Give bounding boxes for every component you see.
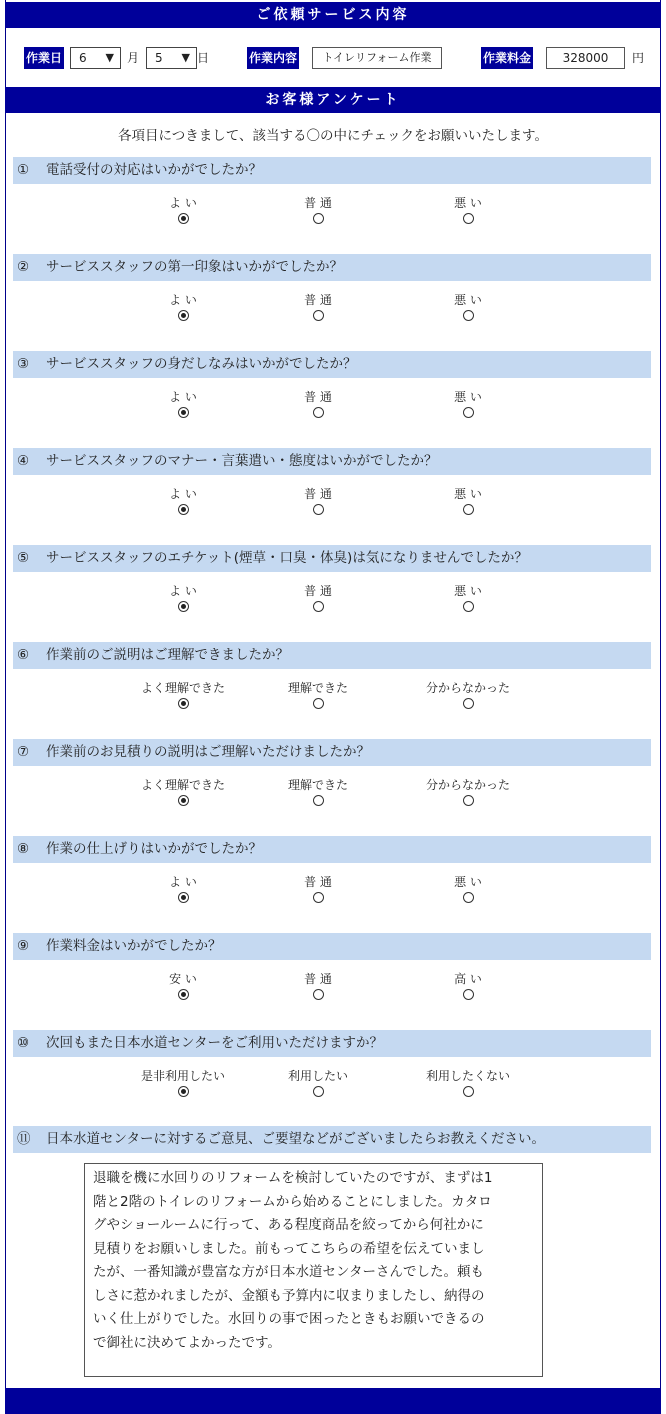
option-label: 悪 い [454, 487, 482, 501]
option-label: 普 通 [304, 293, 332, 307]
radio-unchecked-icon[interactable] [313, 795, 324, 806]
answer-option[interactable] [113, 874, 253, 906]
option-label: 悪 い [454, 390, 482, 404]
day-select[interactable] [146, 47, 197, 69]
option-label: よく理解できた [140, 681, 225, 695]
work-content-field[interactable]: トイレリフォーム作業 [312, 47, 442, 69]
answer-option[interactable] [113, 1068, 253, 1100]
answer-option[interactable] [248, 486, 388, 518]
option-label: 普 通 [304, 196, 332, 210]
option-label: 分からなかった [425, 681, 510, 695]
chevron-down-icon: ▼ [105, 51, 114, 64]
answer-option[interactable] [398, 1068, 538, 1100]
radio-unchecked-icon[interactable] [463, 601, 474, 612]
question-number: ④ [17, 453, 30, 469]
option-label: 悪 い [454, 875, 482, 889]
question-number: ⑤ [17, 550, 30, 566]
question-3 [13, 351, 651, 378]
option-label: よく理解できた [140, 778, 225, 792]
radio-unchecked-icon[interactable] [313, 213, 324, 224]
radio-checked-icon[interactable] [178, 407, 189, 418]
answer-option[interactable] [113, 195, 253, 227]
answer-option[interactable] [113, 486, 253, 518]
option-label: 高 い [454, 972, 482, 986]
radio-checked-icon[interactable] [178, 213, 189, 224]
option-label: 普 通 [304, 584, 332, 598]
question-4 [13, 448, 651, 475]
answer-option[interactable] [398, 292, 538, 324]
question-number: ② [17, 259, 30, 275]
question-number: ⑧ [17, 841, 30, 857]
question-text: サービススタッフの第一印象はいかがでしたか？ [46, 259, 343, 275]
answer-option[interactable] [398, 486, 538, 518]
answer-option[interactable] [248, 292, 388, 324]
month-unit: 月 [127, 51, 140, 65]
question-9 [13, 933, 651, 960]
question-5 [13, 545, 651, 572]
radio-checked-icon[interactable] [178, 504, 189, 515]
option-label: 普 通 [304, 390, 332, 404]
question-number: ⑨ [17, 938, 30, 954]
question-text: サービススタッフのエチケット(煙草・口臭・体臭)は気になりませんでしたか？ [46, 550, 528, 566]
radio-unchecked-icon[interactable] [463, 1086, 474, 1097]
option-label: 普 通 [304, 972, 332, 986]
answer-option[interactable] [398, 971, 538, 1003]
footer-bar [5, 1388, 661, 1414]
radio-checked-icon[interactable] [178, 698, 189, 709]
radio-unchecked-icon[interactable] [463, 892, 474, 903]
answer-option[interactable] [113, 292, 253, 324]
radio-unchecked-icon[interactable] [463, 504, 474, 515]
answer-option[interactable] [248, 1068, 388, 1100]
answer-option[interactable] [248, 389, 388, 421]
service-header: ご依頼サービス内容 [5, 2, 661, 28]
fee-unit: 円 [632, 51, 645, 65]
answer-option[interactable] [248, 971, 388, 1003]
question-text: サービススタッフのマナー・言葉遣い・態度はいかがでしたか？ [46, 453, 438, 469]
question-text: 次回もまた日本水道センターをご利用いただけますか？ [46, 1035, 383, 1051]
question-6 [13, 642, 651, 669]
option-label: 悪 い [454, 196, 482, 210]
option-label: 理解できた [287, 681, 348, 695]
question-text: 電話受付の対応はいかがでしたか？ [46, 162, 262, 178]
answer-option[interactable] [398, 874, 538, 906]
question-7 [13, 739, 651, 766]
answer-option[interactable] [248, 195, 388, 227]
radio-unchecked-icon[interactable] [313, 989, 324, 1000]
radio-checked-icon[interactable] [178, 989, 189, 1000]
option-label: 安 い [169, 972, 197, 986]
radio-unchecked-icon[interactable] [463, 407, 474, 418]
radio-unchecked-icon[interactable] [463, 213, 474, 224]
question-text: 作業前のご説明はご理解できましたか？ [46, 647, 289, 663]
answer-option[interactable] [398, 195, 538, 227]
option-label: よ い [169, 584, 197, 598]
radio-unchecked-icon[interactable] [313, 601, 324, 612]
answer-option[interactable] [248, 777, 388, 809]
radio-checked-icon[interactable] [178, 601, 189, 612]
option-label: よ い [169, 390, 197, 404]
answer-option[interactable] [398, 680, 538, 712]
radio-checked-icon[interactable] [178, 795, 189, 806]
work-content-label: 作業内容 [247, 47, 299, 69]
month-select[interactable] [70, 47, 121, 69]
radio-checked-icon[interactable] [178, 310, 189, 321]
question-10 [13, 1030, 651, 1057]
answer-option[interactable] [398, 389, 538, 421]
chevron-down-icon: ▼ [181, 51, 190, 64]
option-label: 利用したくない [425, 1069, 510, 1083]
question-text: 日本水道センターに対するご意見、ご要望などがございましたらお教えください。 [46, 1131, 545, 1147]
radio-unchecked-icon[interactable] [313, 1086, 324, 1097]
question-number: ⑦ [17, 744, 30, 760]
option-label: 理解できた [287, 778, 348, 792]
answer-option[interactable] [113, 389, 253, 421]
question-text: 作業料金はいかがでしたか？ [46, 938, 222, 954]
option-label: 悪 い [454, 293, 482, 307]
radio-unchecked-icon[interactable] [463, 310, 474, 321]
question-1 [13, 157, 651, 184]
comment-question [13, 1126, 651, 1153]
month-value: 6 [79, 51, 87, 65]
radio-unchecked-icon[interactable] [463, 795, 474, 806]
option-label: 分からなかった [425, 778, 510, 792]
question-2 [13, 254, 651, 281]
option-label: よ い [169, 196, 197, 210]
option-label: 普 通 [304, 875, 332, 889]
question-number: ⑪ [17, 1131, 31, 1147]
day-value: 5 [155, 51, 163, 65]
work-date-label: 作業日 [24, 47, 64, 69]
radio-unchecked-icon[interactable] [313, 407, 324, 418]
option-label: よ い [169, 293, 197, 307]
option-label: 是非利用したい [140, 1069, 225, 1083]
question-number: ⑩ [17, 1035, 30, 1051]
answer-option[interactable] [248, 680, 388, 712]
question-8 [13, 836, 651, 863]
radio-unchecked-icon[interactable] [463, 698, 474, 709]
answer-option[interactable] [113, 777, 253, 809]
radio-unchecked-icon[interactable] [313, 698, 324, 709]
question-number: ① [17, 162, 30, 178]
work-info-row [0, 45, 666, 71]
answer-option[interactable] [113, 583, 253, 615]
survey-header: お客様アンケート [5, 87, 661, 113]
option-label: よ い [169, 875, 197, 889]
radio-unchecked-icon[interactable] [313, 504, 324, 515]
survey-instructions: 各項目につきまして、該当する〇の中にチェックをお願いいたします。 [118, 128, 548, 144]
option-label: 普 通 [304, 487, 332, 501]
option-label: 悪 い [454, 584, 482, 598]
question-text: 作業前のお見積りの説明はご理解いただけましたか？ [46, 744, 370, 760]
radio-unchecked-icon[interactable] [313, 892, 324, 903]
question-text: サービススタッフの身だしなみはいかがでしたか？ [46, 356, 357, 372]
radio-unchecked-icon[interactable] [463, 989, 474, 1000]
option-label: よ い [169, 487, 197, 501]
day-unit: 日 [197, 51, 210, 65]
answer-option[interactable] [398, 777, 538, 809]
radio-checked-icon[interactable] [178, 892, 189, 903]
radio-unchecked-icon[interactable] [313, 310, 324, 321]
work-fee-field[interactable]: 328000 [546, 47, 625, 69]
work-fee-label: 作業料金 [481, 47, 533, 69]
answer-option[interactable] [248, 583, 388, 615]
answer-option[interactable] [398, 583, 538, 615]
answer-option[interactable] [113, 971, 253, 1003]
answer-option[interactable] [248, 874, 388, 906]
comment-textarea[interactable]: 退職を機に水回りのリフォームを検討していたのですが、まずは1 階と2階のトイレのリフォームから始めることにしました。カタロ グやショールームに行って、ある程度商品を絞ってから何社かに 見積りをお願いしました。前もってこちらの希望を伝えていまし たが、一番知識が豊富な方が日本水道センターさんでした。頼も しさに惹かれましたが、金額も予算内に収まりましたし、納得の いく仕上がりでした。水回りの事で困ったときもお願いできるの で御社に決めてよかったです。 [84, 1163, 543, 1377]
question-number: ③ [17, 356, 30, 372]
question-text: 作業の仕上げりはいかがでしたか？ [46, 841, 262, 857]
answer-option[interactable] [113, 680, 253, 712]
radio-checked-icon[interactable] [178, 1086, 189, 1097]
question-number: ⑥ [17, 647, 30, 663]
option-label: 利用したい [287, 1069, 348, 1083]
